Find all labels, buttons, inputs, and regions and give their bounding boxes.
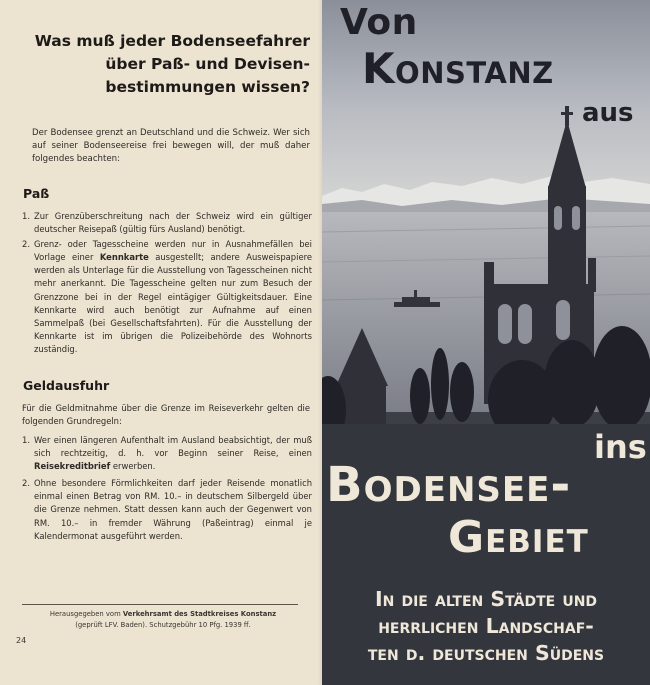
item-text: Grenz- oder Tagesscheine werden nur in Ausnahmefällen bei Vorlage einer Kennkarte ausgestellt; andere Ausweispapiere werden als Unterlage für die Ausstellung von Tagesscheinen nicht mehr anerkannt. Die Tagesscheine gelten nur zum Besuch der Grenzzone bei in der Regel eintägiger Gültigkeitsdauer. Eine Kennkarte wird auch benötigt zur Aufnahme auf einen Sammelpaß (bei Gesellschaftsfahrten). Für die Ausstellung der Kennkarte ist im übrigen die Polizeibehörde des Wohnorts zuständig. (34, 239, 313, 354)
item-text: Wer einen längeren Aufenthalt im Ausland beabsichtigt, der muß sich rechtzeitig, d. h. vor Beginn seiner Reise, einen Reisekreditbrief erwerben. (34, 435, 312, 472)
cover-page (322, 0, 650, 685)
list-item (22, 210, 312, 236)
item-text: Zur Grenzüberschreitung nach der Schweiz wird ein gültiger deutscher Reisepaß (gültig fürs Ausland) benötigt. (34, 211, 312, 235)
list-item (22, 434, 312, 473)
heading-line-2: über Paß- und Devisen- (105, 55, 310, 73)
intro-paragraph: Der Bodensee grenzt an Deutschland und die Schweiz. Wer sich auf seiner Bodenseereise frei bewegen will, der muß daher folgendes beachten: (32, 128, 310, 164)
cover-title-von: Von (340, 2, 418, 43)
list-item (22, 477, 312, 542)
geld-intro: Für die Geldmitnahme über die Grenze im Reiseverkehr gelten die folgenden Grundregeln: (22, 403, 310, 426)
cover-title-aus: aus (582, 98, 634, 128)
info-heading (18, 30, 310, 99)
geld-list (22, 434, 312, 545)
item-number: 1. (22, 435, 30, 445)
imprint: Herausgegeben vom Verkehrsamt des Stadtkreises Konstanz (geprüft LFV. Baden). Schutzgebühr 10 Pfg. 1939 ff. (49, 610, 277, 629)
cover-subtitle-line-3: ten d. deutschen Südens (367, 641, 605, 665)
cover-ins: ins (594, 428, 647, 466)
cover-title-konstanz: Konstanz (362, 44, 554, 93)
heading-line-1: Was muß jeder Bodenseefahrer (34, 32, 310, 50)
page-number: 24 (16, 636, 27, 645)
cover-gebiet: Gebiet (448, 512, 589, 563)
cover-subtitle-line-2: herrlichen Landschaf- (378, 614, 594, 638)
divider (22, 604, 298, 605)
item-number: 2. (22, 239, 30, 250)
item-text: Ohne besondere Förmlichkeiten darf jeder Reisende monatlich einmal einen Betrag von RM. 10.– in deutschem Silbergeld über die Grenze nehmen. Statt dessen kann auch der Gegenwert von RM. 10.– in fremder Währung (Paßeintrag) einmal je Kalendermonat ausgeführt werden. (34, 478, 312, 541)
item-number: 2. (22, 478, 30, 489)
cover-subtitle-line-1: In die alten Städte und (374, 587, 598, 611)
item-number: 1. (22, 211, 30, 221)
section-title-pass: Paß (23, 186, 50, 201)
cover-bodensee: Bodensee- (326, 457, 572, 513)
heading-line-3: bestimmungen wissen? (105, 78, 310, 96)
section-title-geldausfuhr: Geldausfuhr (23, 378, 110, 393)
pass-list (22, 210, 312, 358)
list-item (22, 238, 312, 356)
